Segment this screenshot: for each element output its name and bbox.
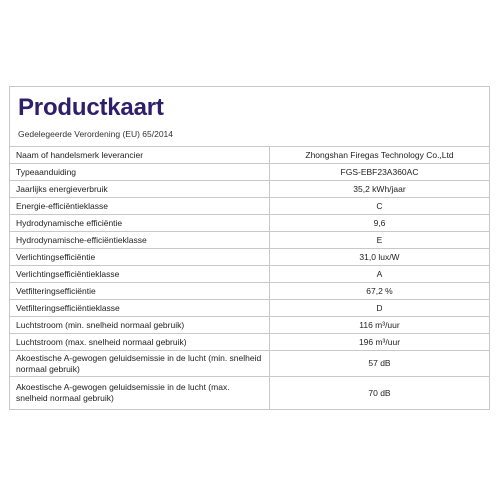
table-row xyxy=(10,300,489,317)
row-label: Akoestische A-gewogen geluidsemissie in de lucht (max. snelheid normaal gebruik) xyxy=(10,377,270,410)
row-label: Jaarlijks energieverbruik xyxy=(10,181,270,198)
table-row xyxy=(10,351,489,377)
row-label: Akoestische A-gewogen geluidsemissie in de lucht (min. snelheid normaal gebruik) xyxy=(10,351,270,377)
row-label: Vetfilteringsefficiëntie xyxy=(10,283,270,300)
table-row xyxy=(10,334,489,351)
row-value: E xyxy=(270,232,490,249)
row-value: 9,6 xyxy=(270,215,490,232)
row-value: Zhongshan Firegas Technology Co.,Ltd xyxy=(305,149,454,160)
row-label: Luchtstroom (max. snelheid normaal gebruik) xyxy=(10,334,270,351)
row-label: Vetfilteringsefficiëntieklasse xyxy=(10,300,270,317)
table-row xyxy=(10,198,489,215)
product-spec-table xyxy=(10,147,489,409)
row-value: 116 m³/uur xyxy=(270,317,490,334)
row-label: Hydrodynamische efficiëntie xyxy=(10,215,270,232)
row-label: Typeaanduiding xyxy=(10,164,270,181)
row-label: Luchtstroom (min. snelheid normaal gebruik) xyxy=(10,317,270,334)
row-label: Energie-efficiëntieklasse xyxy=(10,198,270,215)
card-header xyxy=(10,87,489,147)
row-value: 35,2 kWh/jaar xyxy=(270,181,490,198)
table-row xyxy=(10,164,489,181)
row-label: Verlichtingsefficiëntie xyxy=(10,249,270,266)
row-value: C xyxy=(270,198,490,215)
row-value: 67,2 % xyxy=(270,283,490,300)
table-row xyxy=(10,232,489,249)
table-row xyxy=(10,266,489,283)
row-value: A xyxy=(270,266,490,283)
row-label: Verlichtingsefficiëntieklasse xyxy=(10,266,270,283)
row-value: D xyxy=(270,300,490,317)
regulation-subtitle: Gedelegeerde Verordening (EU) 65/2014 xyxy=(18,129,173,139)
row-value: 70 dB xyxy=(270,377,490,410)
row-value: 196 m³/uur xyxy=(270,334,490,351)
row-label: Naam of handelsmerk leverancier xyxy=(10,147,270,164)
table-row xyxy=(10,181,489,198)
table-row xyxy=(10,215,489,232)
table-row xyxy=(10,249,489,266)
row-value: 31,0 lux/W xyxy=(270,249,490,266)
row-label: Hydrodynamische-efficiëntieklasse xyxy=(10,232,270,249)
table-row xyxy=(10,377,489,410)
table-row xyxy=(10,317,489,334)
table-row xyxy=(10,147,489,164)
row-value: FGS-EBF23A360AC xyxy=(270,164,490,181)
row-value: 57 dB xyxy=(270,351,490,377)
table-row xyxy=(10,283,489,300)
product-card xyxy=(9,86,490,410)
page-title: Productkaart xyxy=(18,94,164,121)
